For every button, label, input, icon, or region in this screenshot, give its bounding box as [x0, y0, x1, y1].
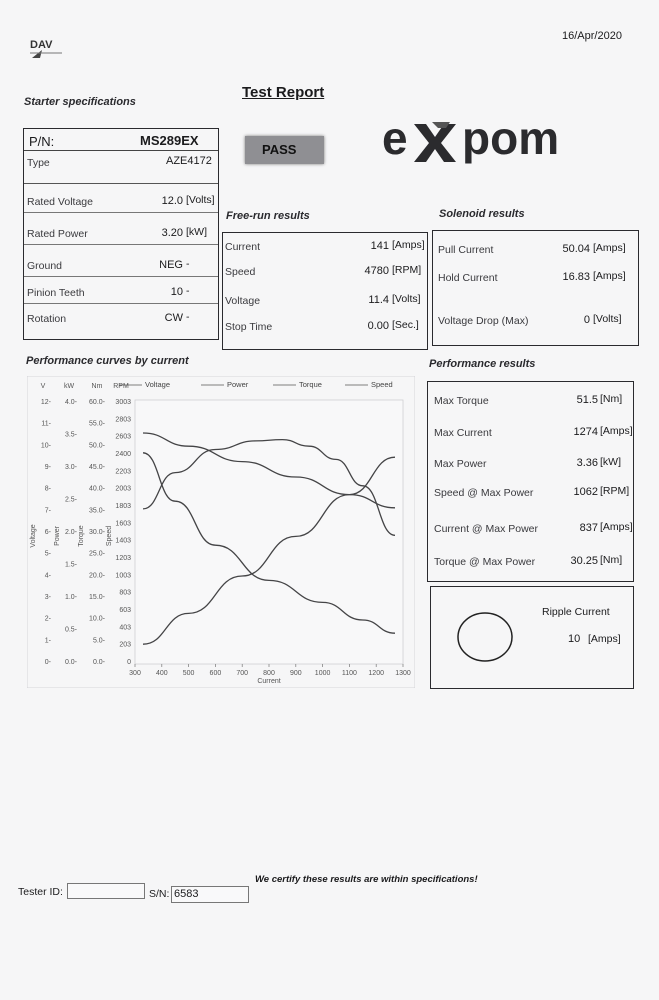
type-value: AZE4172	[166, 155, 212, 167]
performance-unit: [kW]	[600, 456, 621, 468]
date-stamp: 16/Apr/2020	[562, 30, 622, 42]
speed-tick-label: 2400	[115, 451, 131, 458]
solenoid-label: Voltage Drop (Max)	[438, 315, 529, 327]
power-tick-label: 0.5-	[64, 626, 77, 634]
freerun-value: 0.00	[367, 320, 389, 332]
voltage-tick-label: 11-	[41, 420, 51, 428]
speed-tick-label: 603	[119, 607, 131, 614]
speed-tick-label: 1603	[115, 520, 131, 528]
serial-number-label: S/N:	[149, 888, 170, 900]
axis-name-label: Torque	[78, 525, 85, 547]
performance-label: Current @ Max Power	[434, 523, 539, 535]
performance-label: Max Current	[434, 427, 492, 439]
speed-tick-label: 403	[119, 624, 131, 632]
curves-title: Performance curves by current	[26, 355, 189, 367]
performance-value: 1062	[573, 486, 598, 498]
report-title: Test Report	[242, 84, 325, 101]
starter-spec-unit: [kW]	[186, 226, 207, 238]
status-badge	[245, 136, 324, 164]
freerun-title: Free-run results	[226, 210, 310, 222]
x-tick-label: 1100	[341, 670, 357, 677]
performance-unit: [Nm]	[600, 393, 623, 405]
torque-tick-label: 50.0-	[89, 442, 105, 450]
solenoid-unit: [Amps]	[593, 242, 626, 254]
expom-logo	[380, 110, 605, 175]
axis-unit-header: V	[40, 383, 46, 390]
ripple-value: 10	[568, 633, 581, 645]
axis-name-label: Power	[54, 526, 61, 546]
speed-tick-label: 1803	[115, 503, 131, 510]
axis-unit-header: Nm	[91, 383, 103, 390]
starter-specifications-title: Starter specifications	[24, 96, 136, 108]
performance-unit: [Nm]	[600, 554, 623, 566]
speed-tick-label: 2803	[115, 416, 131, 424]
starter-spec-unit: -	[186, 285, 190, 297]
voltage-tick-label: 12-	[40, 399, 51, 406]
legend-entry: Voltage	[145, 380, 171, 389]
voltage-tick-label: 9-	[44, 464, 51, 471]
performance-results-box	[427, 381, 634, 582]
ripple-label: Ripple Current	[542, 606, 610, 618]
x-tick-label: 1300	[395, 670, 411, 677]
starter-spec-unit: -	[186, 258, 190, 270]
voltage-tick-label: 0-	[44, 659, 51, 666]
power-tick-label: 3.5-	[64, 431, 77, 439]
freerun-label: Voltage	[225, 295, 261, 307]
performance-unit: [Amps]	[600, 425, 633, 437]
pn-value: MS289EX	[140, 133, 199, 148]
performance-label: Torque @ Max Power	[434, 556, 536, 568]
performance-unit: [RPM]	[600, 485, 630, 497]
performance-value: 3.36	[576, 457, 598, 469]
serial-number-field[interactable]	[171, 886, 249, 903]
starter-spec-value: 3.20	[161, 227, 183, 239]
performance-results-title: Performance results	[429, 358, 536, 370]
voltage-tick-label: 3-	[44, 594, 51, 601]
power-tick-label: 3.0-	[64, 464, 77, 471]
speed-tick-label: 3003	[115, 399, 131, 406]
torque-tick-label: 10.0-	[89, 615, 105, 623]
torque-tick-label: 35.0-	[89, 507, 105, 515]
power-tick-label: 1.0-	[64, 594, 77, 601]
performance-label: Speed @ Max Power	[434, 487, 534, 499]
freerun-label: Stop Time	[225, 321, 273, 333]
starter-spec-unit: [Volts]	[186, 194, 215, 206]
starter-spec-unit: -	[186, 311, 190, 323]
x-tick-label: 1000	[314, 670, 331, 677]
performance-value: 30.25	[570, 555, 598, 567]
type-label: Type	[27, 157, 50, 169]
solenoid-value: 0	[583, 314, 590, 326]
torque-tick-label: 5.0-	[92, 637, 105, 645]
power-tick-label: 0.0-	[64, 659, 77, 666]
performance-value: 51.5	[576, 394, 598, 406]
torque-tick-label: 45.0-	[89, 464, 105, 471]
speed-tick-label: 1003	[115, 572, 131, 580]
starter-spec-value: 12.0	[161, 195, 183, 207]
voltage-tick-label: 1-	[44, 637, 51, 645]
performance-label: Max Torque	[434, 395, 489, 407]
power-tick-label: 2.5-	[64, 496, 77, 504]
ripple-circle-icon	[456, 611, 514, 668]
axis-unit-header: kW	[63, 383, 75, 390]
starter-spec-label: Ground	[27, 260, 63, 272]
freerun-value: 141	[370, 240, 389, 252]
solenoid-unit: [Volts]	[593, 313, 622, 325]
performance-label: Max Power	[434, 458, 487, 470]
solenoid-value: 50.04	[562, 243, 590, 255]
axis-name-label: Voltage	[30, 524, 37, 548]
speed-tick-label: 1403	[115, 537, 131, 545]
freerun-unit: [Sec.]	[392, 319, 419, 331]
axis-name-label: Speed	[106, 525, 113, 547]
x-tick-label: 600	[209, 670, 222, 677]
power-tick-label: 1.5-	[64, 561, 77, 569]
legend-entry: Speed	[371, 380, 393, 389]
svg-text:e: e	[382, 112, 408, 164]
company-mark-icon	[28, 36, 68, 67]
tester-id-field[interactable]	[67, 883, 145, 899]
torque-tick-label: 40.0-	[89, 485, 105, 493]
voltage-tick-label: 7-	[44, 507, 51, 515]
starter-spec-label: Rated Voltage	[27, 196, 93, 208]
ripple-unit: [Amps]	[588, 633, 621, 645]
x-tick-label: 800	[263, 670, 275, 677]
torque-tick-label: 30.0-	[89, 529, 105, 536]
performance-chart-svg	[27, 376, 415, 688]
speed-tick-label: 203	[119, 641, 131, 649]
voltage-tick-label: 5-	[44, 550, 51, 558]
voltage-tick-label: 4-	[44, 572, 51, 580]
svg-text:DAV: DAV	[30, 39, 53, 51]
freerun-value: 4780	[364, 265, 389, 277]
performance-value: 837	[579, 522, 598, 534]
torque-tick-label: 0.0-	[92, 659, 105, 666]
performance-value: 1274	[573, 426, 598, 438]
x-tick-label: 1200	[368, 670, 384, 677]
solenoid-label: Pull Current	[438, 244, 494, 256]
speed-tick-label: 2003	[115, 485, 131, 493]
x-tick-label: 400	[155, 670, 168, 677]
solenoid-value: 16.83	[562, 271, 590, 283]
certify-statement: We certify these results are within specifications!	[255, 874, 478, 885]
x-tick-label: 500	[182, 670, 195, 677]
power-tick-label: 4.0-	[64, 399, 77, 406]
x-axis-label: Current	[257, 678, 281, 685]
freerun-unit: [Amps]	[392, 239, 425, 251]
speed-tick-label: 2603	[115, 433, 131, 441]
legend-entry: Torque	[299, 380, 322, 389]
starter-spec-label: Rotation	[27, 313, 67, 325]
performance-unit: [Amps]	[600, 521, 633, 533]
x-tick-label: 700	[236, 670, 249, 677]
svg-text:pom: pom	[462, 112, 560, 164]
freerun-label: Current	[225, 241, 261, 253]
voltage-tick-label: 2-	[44, 615, 51, 623]
speed-tick-label: 1203	[115, 555, 131, 562]
speed-tick-label: 2203	[115, 468, 131, 476]
voltage-tick-label: 8-	[44, 485, 51, 493]
speed-tick-label: 803	[119, 589, 131, 597]
serial-number-value: 6583	[174, 888, 199, 900]
freerun-unit: [Volts]	[392, 293, 421, 305]
status-badge-label: PASS	[262, 142, 297, 157]
starter-spec-label: Pinion Teeth	[27, 287, 85, 299]
starter-spec-value: NEG	[159, 259, 183, 271]
starter-spec-value: 10	[170, 286, 183, 298]
solenoid-title: Solenoid results	[439, 208, 525, 220]
tester-id-label: Tester ID:	[18, 886, 63, 898]
x-tick-label: 300	[129, 670, 141, 677]
torque-tick-label: 20.0-	[89, 572, 105, 580]
speed-tick-label: 0	[127, 659, 131, 666]
torque-tick-label: 15.0-	[89, 594, 105, 601]
torque-tick-label: 60.0-	[89, 399, 105, 406]
freerun-value: 11.4	[368, 294, 389, 306]
voltage-tick-label: 6-	[44, 529, 51, 536]
starter-spec-value: CW	[164, 312, 183, 324]
x-tick-label: 900	[289, 670, 302, 677]
torque-tick-label: 25.0-	[89, 550, 105, 558]
legend-entry: Power	[227, 380, 249, 389]
solenoid-label: Hold Current	[438, 272, 498, 284]
torque-tick-label: 55.0-	[89, 420, 105, 428]
performance-chart	[27, 376, 415, 693]
power-tick-label: 2.0-	[64, 529, 77, 536]
axis-unit-header: RPM	[113, 383, 129, 390]
voltage-tick-label: 10-	[40, 442, 51, 450]
freerun-unit: [RPM]	[392, 264, 422, 276]
solenoid-unit: [Amps]	[593, 270, 626, 282]
starter-spec-label: Rated Power	[27, 228, 88, 240]
freerun-label: Speed	[225, 266, 256, 278]
pn-label: P/N:	[29, 134, 55, 149]
